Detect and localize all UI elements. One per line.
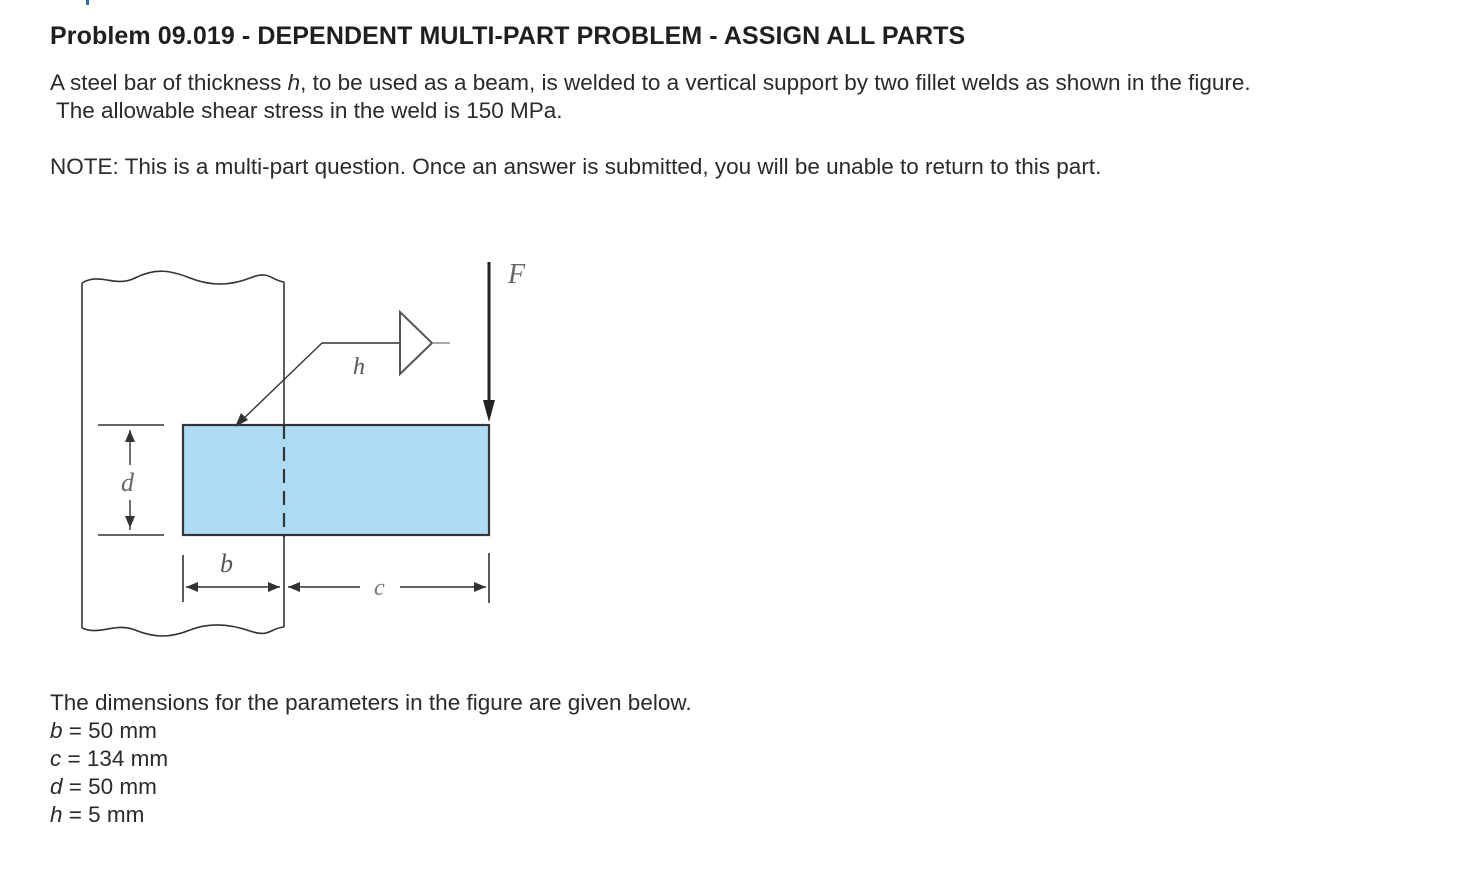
support-top-wave [82, 271, 284, 284]
problem-statement-line-2: The allowable shear stress in the weld is 150 MPa. [56, 98, 563, 123]
multipart-note: NOTE: This is a multi-part question. Once an answer is submitted, you will be unable to return to this part. [50, 154, 1102, 179]
dimension-h-value: = 5 mm [62, 802, 145, 827]
weld-figure [70, 250, 550, 650]
b-label: b [220, 549, 233, 578]
dimensions-intro: The dimensions for the parameters in the figure are given below. [50, 690, 692, 715]
dimension-c-value: = 134 mm [61, 746, 169, 771]
c-arrow-right [474, 582, 486, 592]
support-bottom-wave [82, 625, 284, 636]
dimension-d-var: d [50, 774, 63, 799]
dimension-d-value: = 50 mm [62, 774, 157, 799]
force-label: F [508, 259, 526, 290]
d-arrow-down [125, 516, 135, 528]
d-label: d [121, 468, 134, 497]
c-arrow-left [288, 582, 300, 592]
problem-title: Problem 09.019 - DEPENDENT MULTI-PART PROBLEM - ASSIGN ALL PARTS [50, 22, 966, 50]
d-arrow-up [125, 430, 135, 442]
weld-fillet-symbol [400, 312, 432, 374]
statement-text-a: A steel bar of thickness [50, 70, 288, 95]
weld-leader-diagonal [240, 343, 322, 422]
dimension-d [50, 773, 157, 801]
force-arrow-head [483, 400, 495, 422]
dimension-b-var: b [50, 718, 63, 743]
c-label: c [374, 575, 385, 601]
weld-diagram-svg [70, 250, 550, 650]
statement-text-b: , to be used as a beam, is welded to a vertical support by two fillet welds as shown in the figure. [300, 70, 1251, 95]
dimension-c [50, 745, 168, 773]
steel-bar [183, 425, 489, 535]
b-arrow-right [268, 582, 280, 592]
top-accent-mark [86, 0, 89, 5]
problem-statement-line-1 [50, 69, 1251, 97]
b-arrow-left [186, 582, 198, 592]
statement-variable-h: h [287, 70, 301, 95]
dimension-h-var: h [50, 802, 63, 827]
dimension-h [50, 801, 144, 829]
weld-thickness-label: h [353, 354, 365, 380]
dimension-b [50, 717, 157, 745]
dimension-c-var: c [50, 746, 62, 771]
dimension-b-value: = 50 mm [62, 718, 157, 743]
